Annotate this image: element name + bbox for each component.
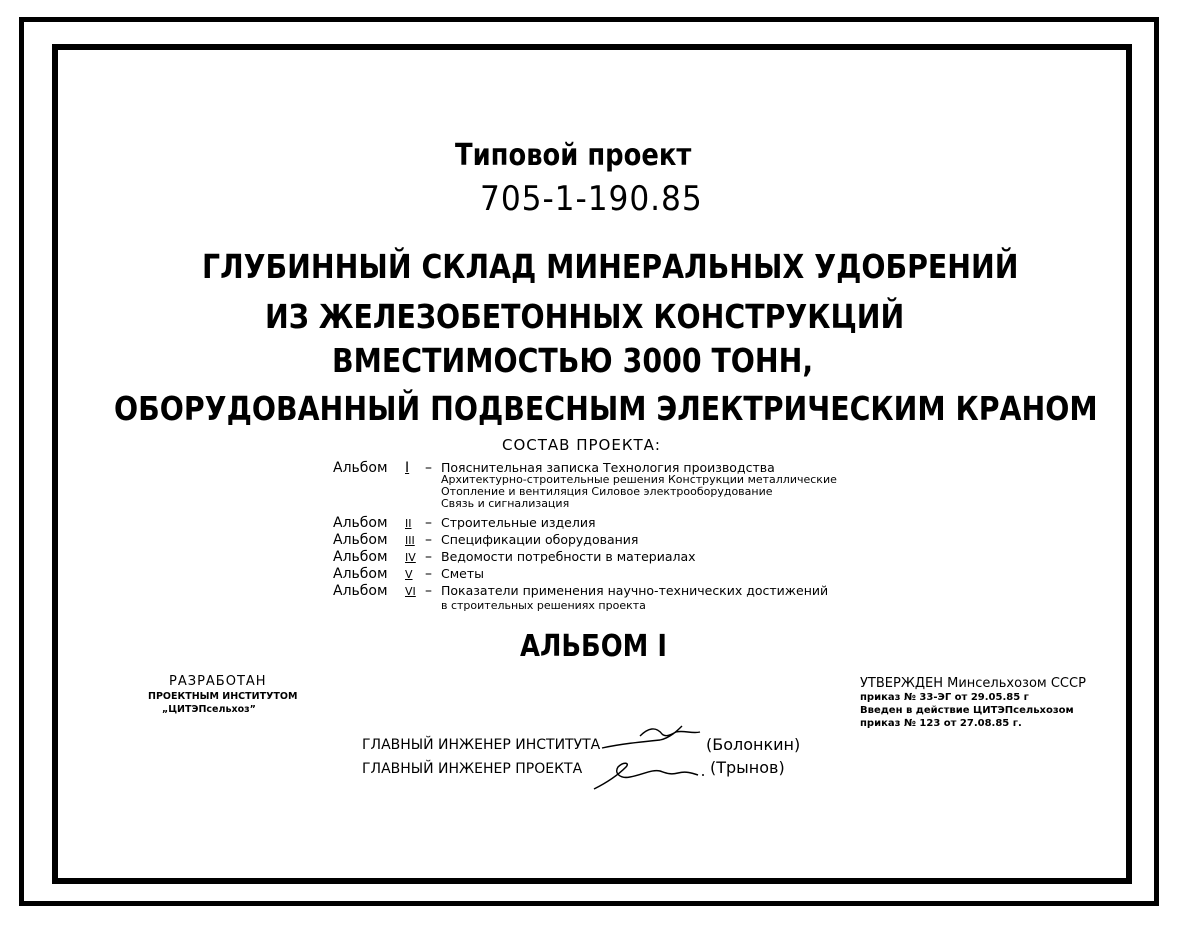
album-description-line: Показатели применения научно-технических достижений <box>441 583 829 598</box>
album-dash: – <box>425 566 432 582</box>
composition-heading: СОСТАВ ПРОЕКТА: <box>502 436 661 454</box>
album-dash: – <box>425 583 432 599</box>
album-label: Альбом <box>333 583 388 599</box>
album-entry-5 <box>333 567 933 583</box>
album-roman-numeral: I <box>405 460 410 476</box>
album-roman-numeral: III <box>405 534 415 547</box>
album-description-line: в строительных решениях проекта <box>441 599 646 612</box>
approval-line-2: приказ № 33-ЭГ от 29.05.85 г <box>860 692 1029 703</box>
project-number: 705-1-190.85 <box>480 179 703 219</box>
developer-org-line-2: „ЦИТЭПсельхоз” <box>162 704 256 715</box>
album-dash: – <box>425 549 432 565</box>
project-chief-engineer-name: (Трынов) <box>710 758 785 777</box>
album-entry-3 <box>333 533 933 549</box>
album-roman-numeral: II <box>405 517 412 530</box>
institute-chief-engineer-role: ГЛАВНЫЙ ИНЖЕНЕР ИНСТИТУТА <box>362 737 601 753</box>
developer-org-line-1: ПРОЕКТНЫМ ИНСТИТУТОМ <box>148 691 298 702</box>
title-line-3: ВМЕСТИМОСТЬЮ 3000 ТОНН, <box>332 341 814 380</box>
album-label: Альбом <box>333 460 388 476</box>
album-dash: – <box>425 532 432 548</box>
album-label: Альбом <box>333 566 388 582</box>
album-label: Альбом <box>333 515 388 531</box>
album-description-line: Архитектурно-строительные решения Конструкции металлические <box>441 473 837 486</box>
album-description-line: Строительные изделия <box>441 515 596 530</box>
album-entry-6 <box>333 584 933 614</box>
album-description-line: Сметы <box>441 566 484 581</box>
album-dash: – <box>425 460 432 476</box>
album-roman-numeral: VI <box>405 585 416 598</box>
signature-2-icon <box>590 755 710 795</box>
album-roman-numeral: IV <box>405 551 416 564</box>
approval-line-4: приказ № 123 от 27.08.85 г. <box>860 718 1022 729</box>
album-description-line: Связь и сигнализация <box>441 497 570 510</box>
title-line-2: ИЗ ЖЕЛЕЗОБЕТОННЫХ КОНСТРУКЦИЙ <box>265 297 905 336</box>
album-description-line: Отопление и вентиляция Силовое электрооборудование <box>441 485 773 498</box>
album-entry-4 <box>333 550 933 566</box>
album-label: Альбом <box>333 532 388 548</box>
album-description-line: Ведомости потребности в материалах <box>441 549 696 564</box>
album-roman-numeral: V <box>405 568 413 581</box>
approval-line-1: УТВЕРЖДЕН Минсельхозом СССР <box>860 676 1086 691</box>
album-dash: – <box>425 515 432 531</box>
album-label: Альбом <box>333 549 388 565</box>
album-entry-1 <box>333 461 933 513</box>
institute-chief-engineer-name: (Болонкин) <box>706 735 801 754</box>
signature-1-icon <box>600 720 710 754</box>
album-description-line: Пояснительная записка Технология производства <box>441 460 775 475</box>
developer-label: РАЗРАБОТАН <box>169 674 267 689</box>
title-line-1: ГЛУБИННЫЙ СКЛАД МИНЕРАЛЬНЫХ УДОБРЕНИЙ <box>202 247 1019 286</box>
project-type-label: Типовой проект <box>455 138 692 173</box>
album-entry-2 <box>333 516 933 532</box>
album-description-line: Спецификации оборудования <box>441 532 639 547</box>
project-chief-engineer-role: ГЛАВНЫЙ ИНЖЕНЕР ПРОЕКТА <box>362 761 583 777</box>
album-title: АЛЬБОМ I <box>520 629 667 664</box>
title-line-4: ОБОРУДОВАННЫЙ ПОДВЕСНЫМ ЭЛЕКТРИЧЕСКИМ КРАНОМ <box>114 389 1098 428</box>
approval-line-3: Введен в действие ЦИТЭПсельхозом <box>860 705 1074 716</box>
